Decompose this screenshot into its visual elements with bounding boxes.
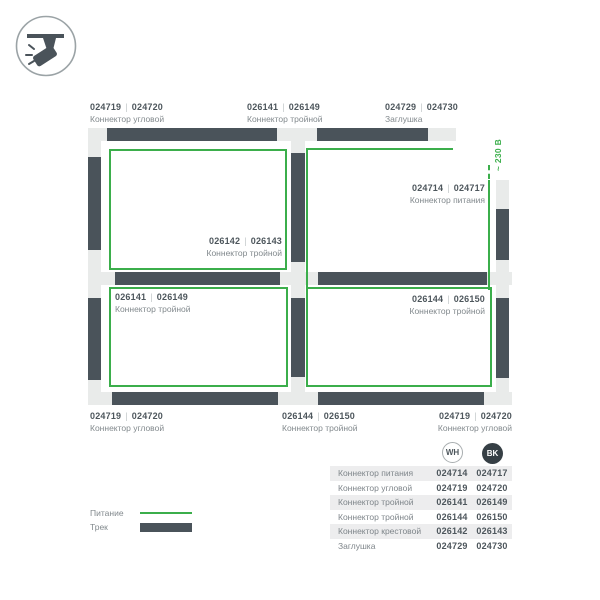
part-name: Коннектор тройной xyxy=(409,306,485,316)
row-bk-number: 026149 xyxy=(476,497,508,508)
row-bk-number: 026143 xyxy=(476,526,508,537)
part-name: Заглушка xyxy=(385,114,423,124)
part-number-wh: 024719 xyxy=(438,411,471,421)
separator: | xyxy=(125,411,128,421)
legend-track-row xyxy=(90,520,192,534)
part-name: Коннектор тройной xyxy=(206,248,282,258)
separator: | xyxy=(474,411,477,421)
track-segment xyxy=(496,209,509,260)
table-row xyxy=(330,539,512,554)
power-feed-dashed-line xyxy=(488,165,490,179)
endcap-piece xyxy=(428,128,456,141)
separator: | xyxy=(150,292,153,302)
column-header-white: WH xyxy=(442,442,463,463)
part-number-bk: 026150 xyxy=(323,411,356,421)
track-segment xyxy=(496,298,509,378)
row-name: Коннектор угловой xyxy=(338,482,413,493)
row-wh-number: 024729 xyxy=(436,540,468,551)
row-name: Коннектор питания xyxy=(338,468,414,479)
part-name: Коннектор питания xyxy=(409,195,485,205)
cross-connector-piece xyxy=(291,262,305,298)
part-number-bk: 024720 xyxy=(131,102,164,112)
table-row xyxy=(330,466,512,481)
row-bk-number: 024730 xyxy=(476,540,508,551)
row-name: Коннектор тройной xyxy=(338,497,414,508)
label-triple-connector-top xyxy=(247,101,323,125)
triple-connector-piece xyxy=(496,260,509,298)
column-header-black: BK xyxy=(482,443,503,464)
part-number-wh: 024714 xyxy=(411,183,444,193)
part-number-bk: 026150 xyxy=(453,294,485,304)
separator: | xyxy=(244,236,247,246)
label-corner-connector-bottom-right xyxy=(438,410,512,434)
table-row xyxy=(330,510,512,525)
legend-power-swatch xyxy=(140,512,192,514)
legend-power-label: Питание xyxy=(90,508,124,518)
part-number-bk: 024717 xyxy=(453,183,485,193)
legend xyxy=(90,506,192,534)
track-segment xyxy=(112,392,278,405)
separator: | xyxy=(447,294,450,304)
row-bk-number: 024717 xyxy=(476,468,508,479)
part-name: Коннектор угловой xyxy=(90,423,165,433)
triple-connector-piece xyxy=(88,250,101,298)
voltage-note: ~ 230 В xyxy=(493,138,503,172)
part-number-wh: 024719 xyxy=(90,411,122,421)
part-number-wh: 026141 xyxy=(247,102,279,112)
separator: | xyxy=(282,102,285,112)
label-triple-connector-bottom-right xyxy=(410,293,486,317)
label-corner-connector-top-left xyxy=(90,101,164,125)
row-name: Заглушка xyxy=(338,540,376,551)
part-number-bk: 024730 xyxy=(426,102,459,112)
track-segment xyxy=(317,128,428,141)
track-segment xyxy=(88,157,101,250)
part-number-bk: 026149 xyxy=(156,292,189,302)
part-number-wh: 026144 xyxy=(411,294,444,304)
label-power-connector xyxy=(410,182,485,206)
triple-connector-piece xyxy=(291,377,305,405)
table-row xyxy=(330,495,512,510)
legend-power-row xyxy=(90,506,192,520)
part-name: Коннектор тройной xyxy=(282,423,358,433)
row-bk-number: 024720 xyxy=(476,482,508,493)
row-wh-number: 024719 xyxy=(436,482,468,493)
power-line-center-drop xyxy=(306,148,308,289)
triple-connector-piece xyxy=(291,128,305,153)
track-segment xyxy=(318,272,487,285)
part-number-wh: 024729 xyxy=(385,102,417,112)
label-center-junction xyxy=(207,235,283,259)
separator: | xyxy=(420,102,423,112)
label-corner-connector-bottom-left xyxy=(90,410,164,434)
row-bk-number: 026150 xyxy=(476,511,508,522)
corner-connector-piece xyxy=(496,378,509,405)
track-segment xyxy=(291,153,305,262)
track-segment xyxy=(115,272,280,285)
part-number-wh: 026142 xyxy=(208,236,241,246)
table-rows xyxy=(330,466,512,553)
track-segment xyxy=(88,298,101,380)
part-number-bk: 024720 xyxy=(131,411,164,421)
part-number-bk: 026143 xyxy=(250,236,282,246)
row-wh-number: 026144 xyxy=(436,511,468,522)
label-triple-connector-bottom-left xyxy=(115,291,191,315)
track-spotlight-icon xyxy=(14,14,78,78)
part-name: Коннектор угловой xyxy=(90,114,165,124)
part-name: Коннектор угловой xyxy=(437,423,512,433)
part-number-wh: 026144 xyxy=(282,411,314,421)
part-number-wh: 026141 xyxy=(115,292,147,302)
corner-connector-piece xyxy=(88,380,101,405)
part-name: Коннектор тройной xyxy=(247,114,323,124)
corner-connector-piece xyxy=(88,128,101,157)
row-name: Коннектор тройной xyxy=(338,511,414,522)
part-name: Коннектор тройной xyxy=(115,304,191,314)
track-segment xyxy=(107,128,277,141)
row-wh-number: 026141 xyxy=(436,497,468,508)
table-row xyxy=(330,481,512,496)
separator: | xyxy=(447,183,450,193)
part-number-bk: 026149 xyxy=(288,102,321,112)
row-wh-number: 026142 xyxy=(436,526,468,537)
separator: | xyxy=(317,411,320,421)
separator: | xyxy=(125,102,128,112)
part-number-bk: 024720 xyxy=(480,411,512,421)
legend-track-swatch xyxy=(140,523,192,532)
track-segment xyxy=(291,298,305,377)
label-endcap xyxy=(385,101,458,125)
power-feed-line xyxy=(488,180,490,290)
row-wh-number: 024714 xyxy=(436,468,468,479)
part-number-wh: 024719 xyxy=(90,102,122,112)
power-line-top-right xyxy=(307,148,453,150)
table-row xyxy=(330,524,512,539)
row-name: Коннектор крестовой xyxy=(338,526,422,537)
track-segment xyxy=(318,392,484,405)
label-triple-connector-bottom-center xyxy=(282,410,358,434)
legend-track-label: Трек xyxy=(90,522,108,532)
